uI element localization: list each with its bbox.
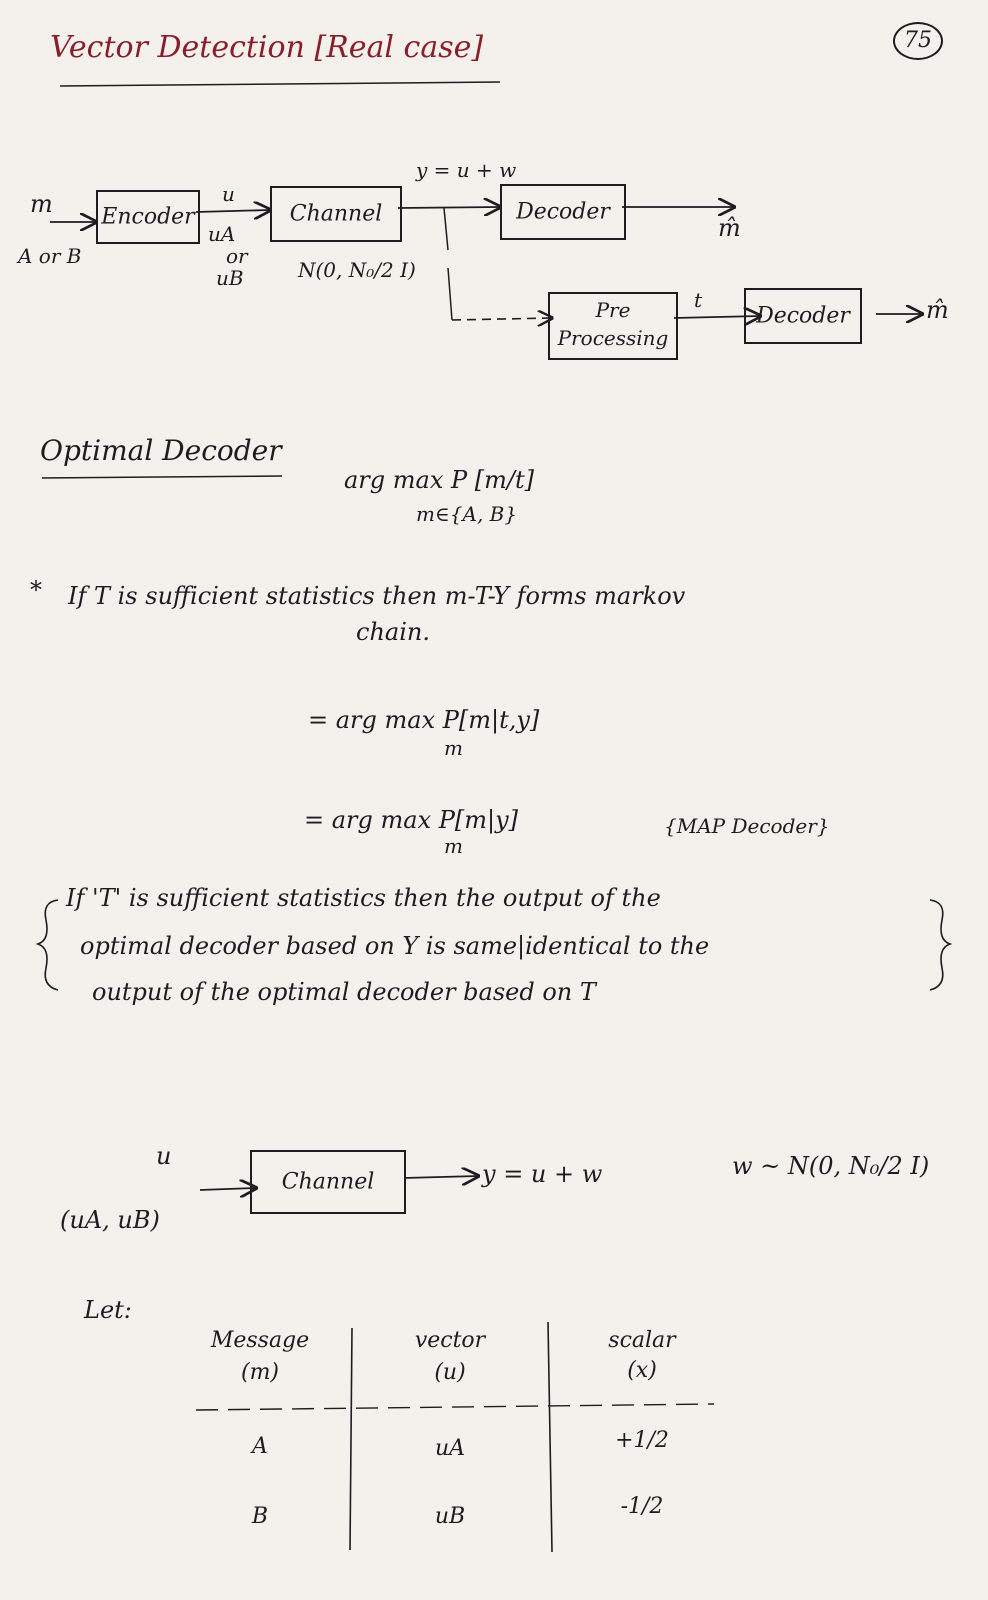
- map-decoder-label: {MAP Decoder}: [664, 814, 830, 838]
- output-m-hat-bottom: m̂: [926, 296, 949, 324]
- paragraph-line-2: optimal decoder based on Y is same|identical to the: [80, 932, 710, 960]
- channel-box-bottom: [250, 1150, 406, 1214]
- optimal-formula: arg max P [m/t]: [344, 466, 534, 494]
- preprocessing-label-1: Pre: [595, 298, 631, 322]
- header-message: Message: [210, 1328, 310, 1353]
- equation-1: = arg max P[m|t,y]: [308, 706, 540, 734]
- t-label: t: [694, 288, 703, 312]
- page-number: 75: [893, 22, 943, 60]
- sufficient-statistics-note-cont: chain.: [356, 618, 430, 646]
- table-cell-scalar-a: +1/2: [615, 1428, 669, 1453]
- channel-box: [270, 186, 402, 242]
- noise-label: N(0, N₀/2 I): [298, 258, 416, 282]
- decoder-top-box: [500, 184, 626, 240]
- encoder-box: [96, 190, 200, 244]
- encoder-label: Encoder: [101, 204, 195, 230]
- encoder-output-u: u: [222, 182, 235, 206]
- equation-1-sub: m: [444, 736, 463, 760]
- table-cell-message-b: B: [251, 1504, 269, 1529]
- optimal-decoder-heading: Optimal Decoder: [40, 434, 282, 467]
- header-message-sub: (m): [240, 1360, 280, 1385]
- header-vector-sub: (u): [434, 1360, 466, 1385]
- table-cell-vector-b: uB: [434, 1504, 466, 1529]
- let-label: Let:: [84, 1296, 132, 1324]
- channel-bottom-label: Channel: [281, 1169, 375, 1195]
- channel-label: Channel: [289, 201, 383, 227]
- paragraph-line-3: output of the optimal decoder based on T: [92, 978, 596, 1006]
- encoder-output-or: or: [226, 244, 248, 268]
- sufficient-statistics-note: If T is sufficient statistics then m-T-Y forms markov: [68, 582, 686, 610]
- input-choice-label: A or B: [18, 244, 82, 268]
- header-scalar-sub: (x): [627, 1358, 657, 1383]
- header-vector: vector: [414, 1328, 486, 1353]
- channel-input-pair: (uA, uB): [60, 1206, 160, 1234]
- optimal-formula-sub: m∈{A, B}: [416, 502, 518, 526]
- output-m-hat-top: m̂: [718, 214, 741, 242]
- channel-input-u: u: [156, 1142, 172, 1170]
- decoder-bottom-box: [744, 288, 862, 344]
- decoder-bottom-label: Decoder: [756, 303, 850, 329]
- page-title: Vector Detection [Real case]: [50, 30, 484, 65]
- header-scalar: scalar: [608, 1328, 676, 1353]
- equation-2-sub: m: [444, 834, 463, 858]
- asterisk-mark: *: [30, 576, 42, 604]
- y-equation-bottom: y = u + w: [482, 1160, 603, 1188]
- decoder-top-label: Decoder: [516, 199, 610, 225]
- input-m-label: m: [30, 190, 53, 218]
- preprocessing-box: [548, 292, 678, 360]
- noise-distribution: w ~ N(0, N₀/2 I): [732, 1152, 930, 1180]
- encoder-output-ub: uB: [216, 266, 244, 290]
- preprocessing-label-2: Processing: [557, 326, 669, 350]
- paragraph-line-1: If 'T' is sufficient statistics then the output of the: [66, 884, 661, 912]
- table-cell-message-a: A: [252, 1434, 268, 1459]
- table-cell-vector-a: uA: [434, 1436, 466, 1461]
- equation-2: = arg max P[m|y]: [304, 806, 519, 834]
- table-cell-scalar-b: -1/2: [620, 1494, 664, 1519]
- encoder-output-ua: uA: [208, 222, 236, 246]
- y-equation-top: y = u + w: [416, 158, 517, 182]
